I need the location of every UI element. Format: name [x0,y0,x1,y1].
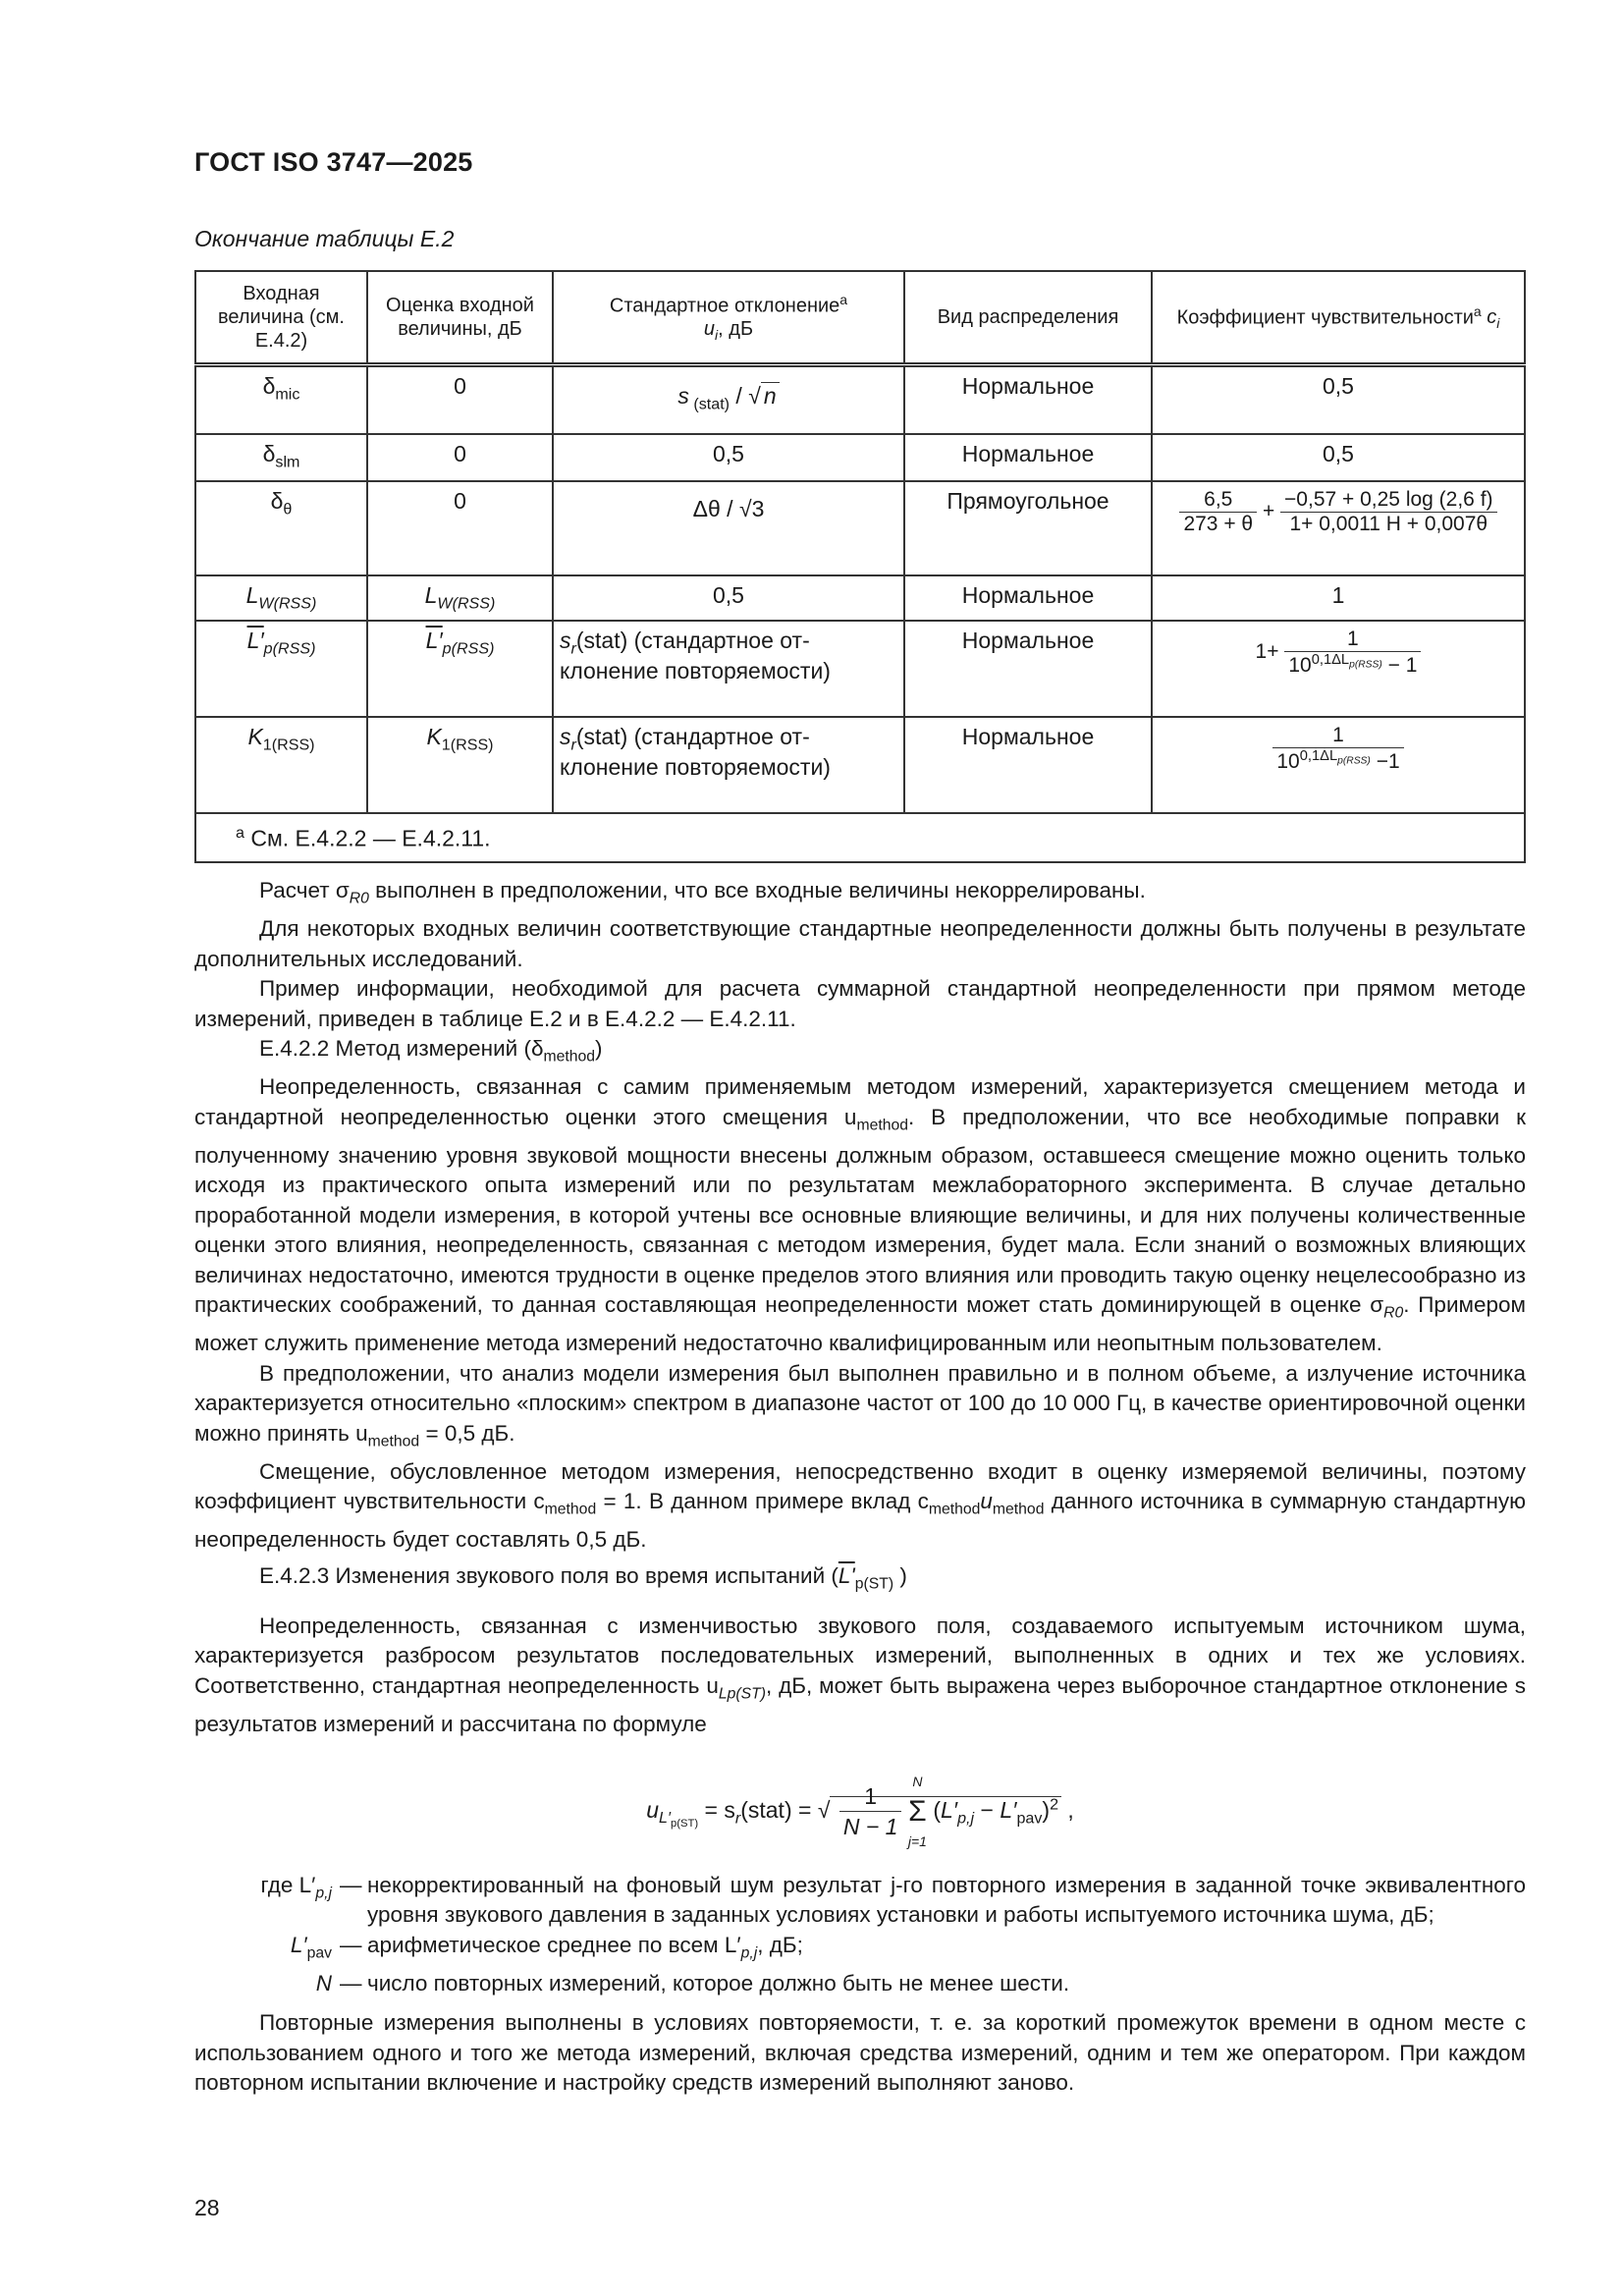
definition-item: где $L'_{p,j}$ — некорректированный на фоновый шум результат j-го повторного измерения в заданной точке эквивалентного уровня звукового давления в заданных условиях установки и работы испытуемого источника шума, дБ; [260,1872,1526,1927]
paragraph: Смещение, обусловленное методом измерения, непосредственно входит в оценку измеряемой величины, поэтому коэффициент чувствительности $c_{method} = 1$. В данном примере вклад $c_{method}u_{method}$ данного источника в суммарную стандартную неопределенность будет составлять 0,5 дБ. [194,1458,1526,1552]
col-header-sensitivity: Коэффициент чувствительности$^a$ $c_i$ [1152,271,1525,365]
paragraph: Расчет $\sigma_{R0}$ выполнен в предположении, что все входные величины некоррелированы. [259,878,1146,907]
table-row: $\delta_{slm}$ 0 0,5 Нормальное 0,5 [195,434,1525,481]
page-number: 28 [194,2195,220,2220]
paragraph: Для некоторых входных величин соответствующие стандартные неопределенности должны быть получены в результате дополнительных исследований. [194,916,1526,971]
paragraph: Повторные измерения выполнены в условиях повторяемости, т. е. за короткий промежуток времени в одном месте с использованием одного и того же метода измерений, включая средства измерений, одним и тем же оператором. При каждом повторном испытании включение и настройку средств измерений выполняют заново. [194,2010,1526,2095]
uncertainty-table [194,270,1526,863]
document-body [194,876,1526,2099]
definition-item: N — число повторных измерений, которое должно быть не менее шести. [315,1970,1070,1995]
section-heading: Е.4.2.3 Изменения звукового поля во время испытаний ($L'_{p(ST)}$ ) [259,1562,907,1592]
table-row: $\delta_{mic}$ 0 s $_{(stat)}$ / √ n Нормальное 0,5 [195,365,1525,434]
col-header-stddev: Стандартное отклонение$^a$ $u_i$, дБ [553,271,904,365]
paragraph: Пример информации, необходимой для расчета суммарной стандартной неопределенности при прямом методе измерений, приведен в таблице Е.2 и в Е.4.2.2 — Е.4.2.11. [194,976,1526,1031]
table-row: $L'_{p(RSS)}$ $L'_{p(RSS)}$ $s_r(stat)$ (стандартное от-клонение повторяемости) Нормальное 1+ $\frac{1}{10^{0,1\Delta L_{p(RSS)}} - 1}$ [195,621,1525,717]
table-row: $L_{W(RSS)}$ $L_{W(RSS)}$ 0,5 Нормальное 1 [195,575,1525,621]
document-header: ГОСТ ISO 3747—2025 [194,147,473,177]
col-header-distribution: Вид распределения [904,271,1152,365]
paragraph: Неопределенность, связанная с самим применяемым методом измерений, характеризуется смещением метода и стандартной неопределенностью оценки этого смещения $u_{method}$. В предположении, что все необходимые поправки к полученному значению уровня звуковой мощности внесены должным образом, оставшееся смещение можно оценить только исходя из практического опыта измерений или по результатам межлабораторного эксперимента. В случае детально проработанной модели измерения, в которой учтены все основные влияющие величины, и для них получены количественные оценки этого влияния, неопределенность, связанная с методом измерения, будет мала. Если знаний о возможных влияющих величинах недостаточно, имеются трудности в оценке пределов этого влияния или проводить такую оценку нецелесообразно из практических соображений, то данная составляющая неопределенности может стать доминирующей в оценке $\sigma_{R0}$. Примером может служить применение метода измерений недостаточно квалифицированным или неопытным пользователем. [194,1074,1526,1355]
paragraph: Неопределенность, связанная с изменчивостью звукового поля, создаваемого испытуемым источником шума, характеризуется разбросом результатов последовательных измерений, выполненных в одних и тех же условиях. Соответственно, стандартная неопределенность $u_{Lp(ST)}$, дБ, может быть выражена через выборочное стандартное отклонение s результатов измерений и рассчитана по формуле [194,1613,1526,1736]
table-caption: Окончание таблицы Е.2 [194,226,455,251]
table-footnote: См. Е.4.2.2 — Е.4.2.11. [250,825,491,851]
formula: $u_{L'_{p(ST)}}$ = $s_r(stat)$ = √ $\frac{1}{N - 1}$ N Σ j=1 $(L'_{p,j} - L'_{pav})^2$ , [646,1774,1074,1849]
table-row: $\delta_\theta$ 0 Δθ / √3 Прямоугольное $\frac{6,5}{273 + \theta}$ + $\frac{-0,57 + 0,25 \log (2,6 f)}{1+ 0,0011 H + 0,007\theta}$ [195,481,1525,575]
table-header-row [195,271,1525,365]
definition-item: $L'_{pav}$ — арифметическое среднее по всем $L'_{p,j}$, дБ; [290,1932,803,1961]
paragraph: В предположении, что анализ модели измерения был выполнен правильно и в полном объеме, а излучение источника характеризуется относительно «плоским» спектром в диапазоне частот от 100 до 10 000 Гц, в качестве ориентировочной оценки можно принять $u_{method} = 0,5$ дБ. [194,1360,1526,1449]
definitions [194,1871,1526,1999]
col-header-estimate: Оценка входной величины, дБ [367,271,553,365]
table-row: $K_{1(RSS)}$ $K_{1(RSS)}$ $s_r(stat)$ (стандартное от-клонение повторяемости) Нормальное $\frac{1}{10^{0,1\Delta L_{p(RSS)}} -1}$ [195,717,1525,813]
col-header-input: Входная величина (см. Е.4.2) [195,271,367,365]
table-footnote-row: $^a$ См. Е.4.2.2 — Е.4.2.11. [195,813,1525,863]
section-heading: Е.4.2.2 Метод измерений $(\delta_{method})$ [259,1036,603,1066]
